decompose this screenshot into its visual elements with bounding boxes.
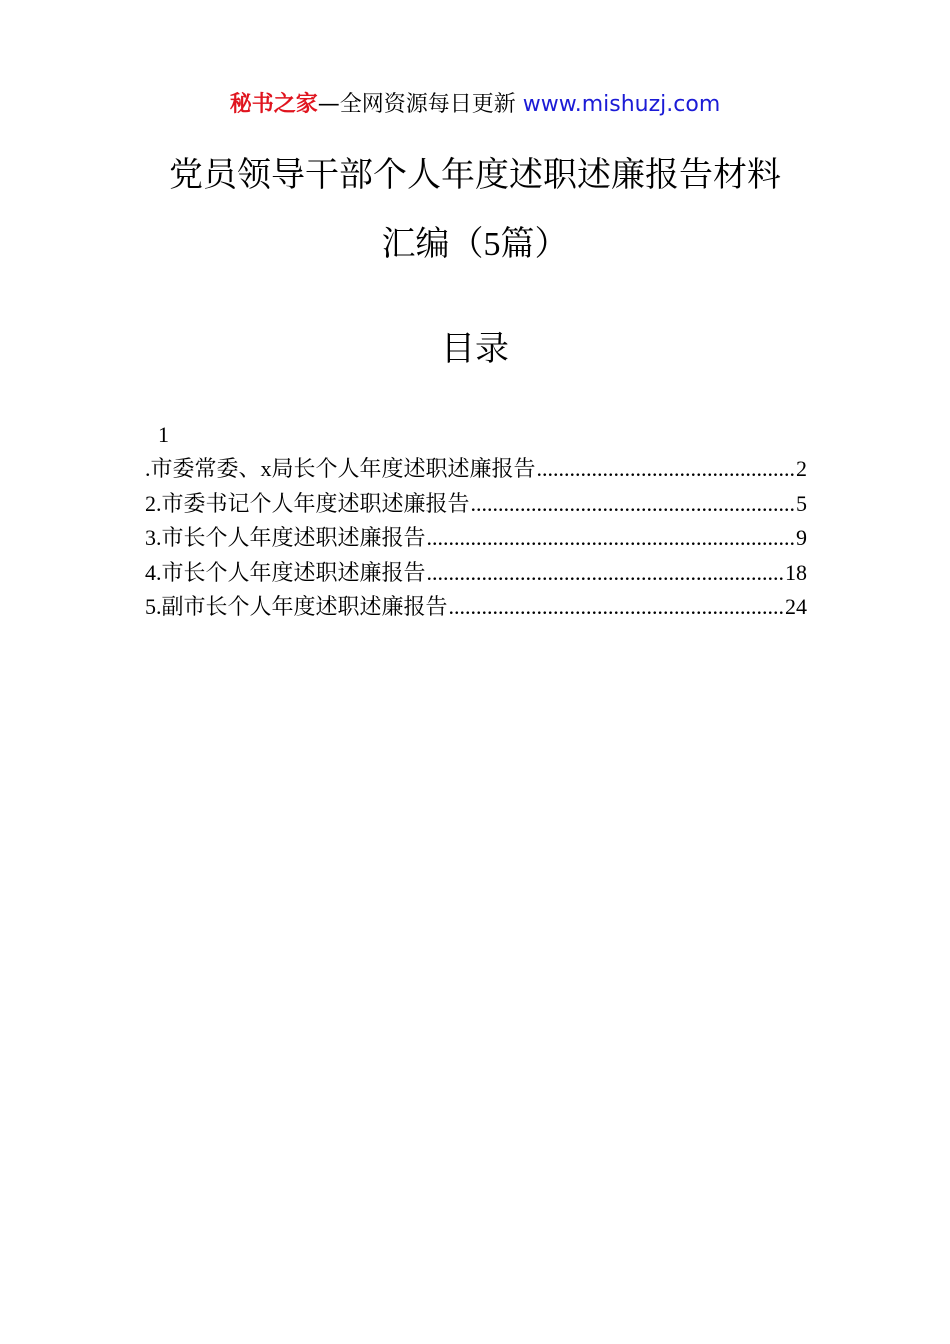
banner-tagline: —全网资源每日更新 bbox=[317, 92, 516, 117]
title-line2-suffix: 篇） bbox=[500, 224, 569, 264]
toc-leader-dots bbox=[427, 556, 784, 591]
toc-page-number: 18 bbox=[785, 559, 807, 585]
toc-page-number: 24 bbox=[785, 594, 807, 619]
toc-entry[interactable] bbox=[145, 590, 807, 625]
document-title-line-1: 党员领导干部个人年度述职述廉报告材料 bbox=[169, 155, 781, 195]
toc-entry[interactable] bbox=[145, 521, 807, 556]
toc-page-number: 5 bbox=[796, 490, 807, 516]
document-title-line-2 bbox=[0, 219, 950, 270]
toc-entry[interactable] bbox=[145, 452, 807, 487]
title-line2-prefix: 汇编（ bbox=[381, 224, 484, 264]
toc-leader-dots bbox=[537, 452, 795, 487]
title-line2-number: 5 bbox=[483, 226, 501, 263]
toc-entry-label: 5.副市长个人年度述职述廉报告 bbox=[145, 594, 448, 620]
toc-entry-label: .市委常委、x局长个人年度述职述廉报告 bbox=[145, 456, 536, 482]
site-banner bbox=[0, 88, 950, 122]
toc-page-number: 9 bbox=[796, 525, 807, 550]
table-of-contents bbox=[145, 452, 807, 625]
toc-leader-dots bbox=[471, 487, 795, 522]
toc-leader-dots bbox=[427, 521, 795, 556]
toc-entry[interactable] bbox=[145, 556, 807, 591]
site-url-link[interactable]: www.mishuzj.com bbox=[522, 92, 721, 117]
toc-entry-label: 2.市委书记个人年度述职述廉报告 bbox=[145, 490, 470, 517]
toc-entry-label: 4.市长个人年度述职述廉报告 bbox=[145, 559, 426, 586]
toc-stray-number: 1 bbox=[158, 422, 169, 447]
toc-entry-label: 3.市长个人年度述职述廉报告 bbox=[145, 525, 426, 551]
toc-entry[interactable] bbox=[145, 487, 807, 522]
toc-heading: 目录 bbox=[441, 329, 509, 369]
toc-page-number: 2 bbox=[796, 456, 807, 481]
toc-leader-dots bbox=[449, 590, 784, 625]
brand-name: 秘书之家 bbox=[229, 92, 318, 117]
